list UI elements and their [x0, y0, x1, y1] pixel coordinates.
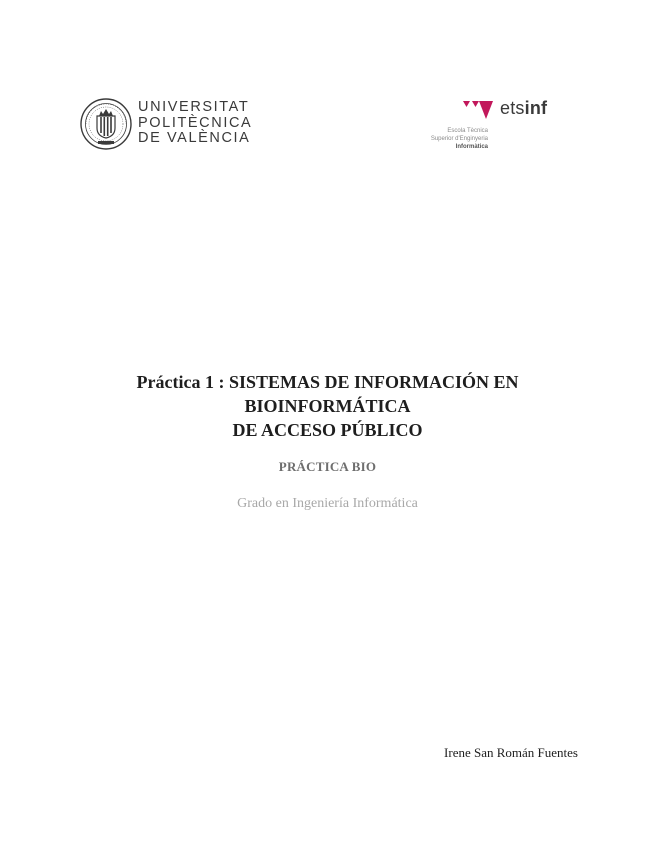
- etsinf-sub-line-1: Escola Tècnica: [447, 128, 488, 134]
- etsinf-subtitle: [431, 127, 488, 151]
- upv-logo: [80, 97, 253, 153]
- etsinf-wordmark: [500, 98, 547, 119]
- title-block: [0, 370, 655, 442]
- upv-line-3: DE VALÈNCIA: [138, 130, 251, 146]
- document-title: [0, 370, 655, 442]
- degree-label: Grado en Ingeniería Informática: [237, 496, 418, 511]
- author-name: Irene San Román Fuentes: [444, 745, 578, 760]
- etsinf-word-bold: inf: [524, 98, 548, 118]
- etsinf-mark-icon: [463, 101, 495, 121]
- upv-line-2: POLITÈCNICA: [138, 114, 253, 131]
- etsinf-word-light: ets: [500, 98, 525, 118]
- etsinf-sub-line-2: Superior d'Enginyeria: [430, 136, 488, 142]
- upv-wordmark: [138, 100, 252, 147]
- title-line-3: DE ACCESO PÚBLICO: [232, 420, 423, 440]
- upv-seal-icon: [80, 97, 132, 151]
- title-line-1: Práctica 1 : SISTEMAS DE INFORMACIÓN EN: [136, 372, 519, 392]
- upv-line-1: UNIVERSITAT: [138, 99, 250, 115]
- etsinf-logo: [410, 98, 560, 160]
- title-line-2: BIOINFORMÁTICA: [244, 396, 411, 416]
- document-subtitle: PRÁCTICA BIO: [278, 459, 377, 474]
- etsinf-sub-line-3: Informàtica: [455, 144, 488, 150]
